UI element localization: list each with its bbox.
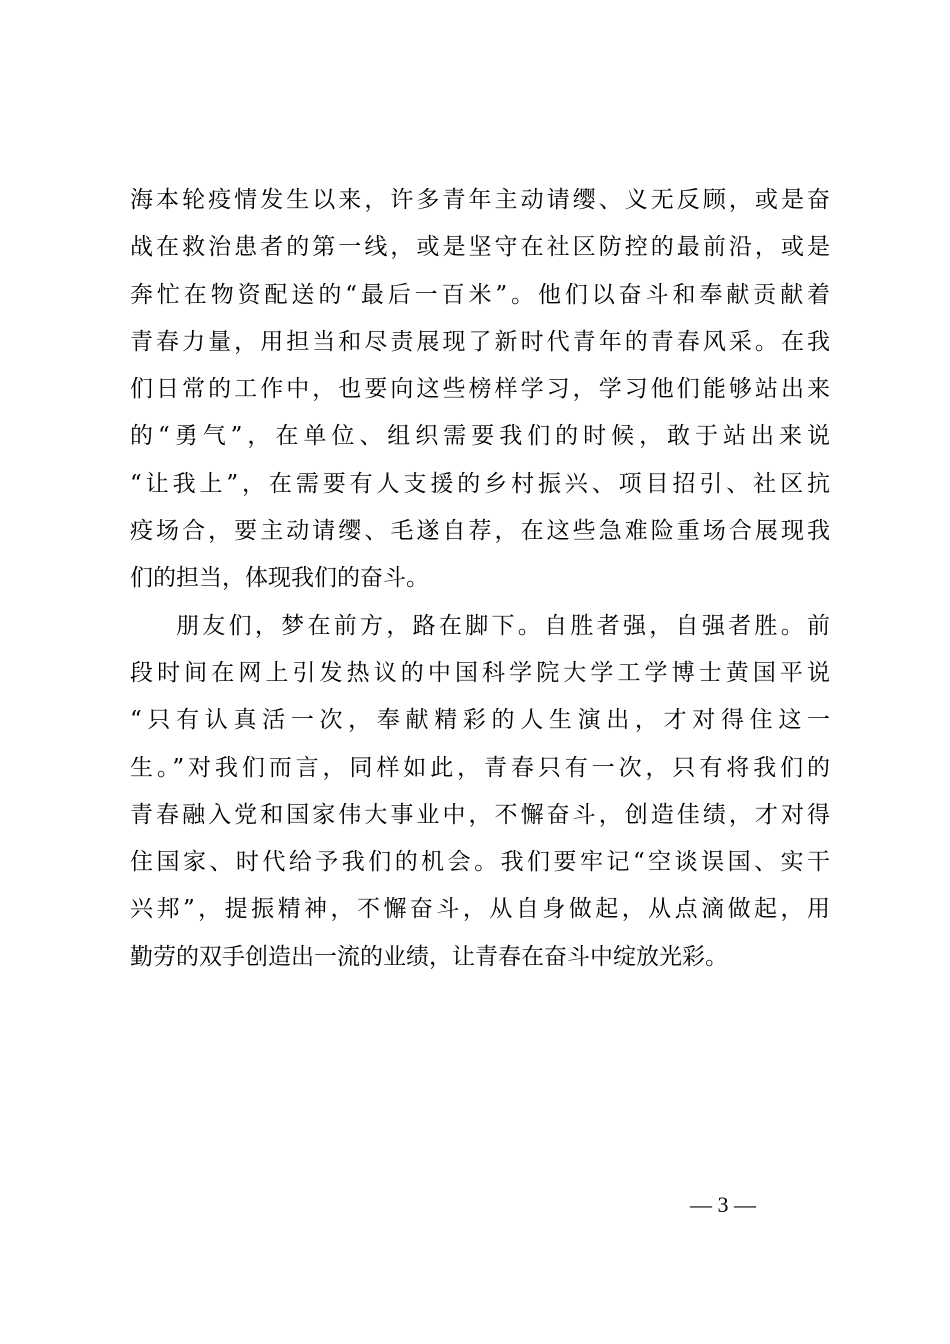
text-line: 段时间在网上引发热议的中国科学院大学工学博士黄国平说 bbox=[130, 659, 830, 686]
paragraph-1 bbox=[130, 177, 830, 603]
text-line: 生。”对我们而言，同样如此，青春只有一次，只有将我们的 bbox=[130, 754, 830, 781]
text-line: 兴邦”，提振精神，不懈奋斗，从自身做起，从点滴做起，用 bbox=[130, 896, 830, 923]
text-line: 战在救治患者的第一线，或是坚守在社区防控的最前沿，或是 bbox=[130, 234, 830, 261]
text-line: 住国家、时代给予我们的机会。我们要牢记“空谈误国、实干 bbox=[130, 849, 830, 876]
text-line: 奔忙在物资配送的“最后一百米”。他们以奋斗和奉献贡献着 bbox=[130, 281, 830, 308]
paragraph-2 bbox=[130, 603, 830, 981]
text-line: 青春融入党和国家伟大事业中，不懈奋斗，创造佳绩，才对得 bbox=[130, 801, 830, 828]
text-line: “让我上”，在需要有人支援的乡村振兴、项目招引、社区抗 bbox=[130, 470, 830, 497]
text-line: 的“勇气”，在单位、组织需要我们的时候，敢于站出来说 bbox=[130, 423, 830, 450]
text-line: 勤劳的双手创造出一流的业绩，让青春在奋斗中绽放光彩。 bbox=[130, 943, 728, 970]
text-line: 们的担当，体现我们的奋斗。 bbox=[130, 565, 429, 592]
body-text bbox=[130, 177, 830, 981]
text-line: 青春力量，用担当和尽责展现了新时代青年的青春风采。在我 bbox=[130, 328, 830, 355]
text-line: 疫场合，要主动请缨、毛遂自荐，在这些急难险重场合展现我 bbox=[130, 518, 830, 545]
text-line: 海本轮疫情发生以来，许多青年主动请缨、义无反顾，或是奋 bbox=[130, 187, 830, 213]
page-number: — 3 — bbox=[690, 1192, 756, 1217]
text-line: “只有认真活一次，奉献精彩的人生演出，才对得住这一 bbox=[130, 707, 830, 734]
text-line: 朋友们，梦在前方，路在脚下。自胜者强，自强者胜。前 bbox=[176, 612, 830, 639]
text-line: 们日常的工作中，也要向这些榜样学习，学习他们能够站出来 bbox=[130, 376, 830, 403]
